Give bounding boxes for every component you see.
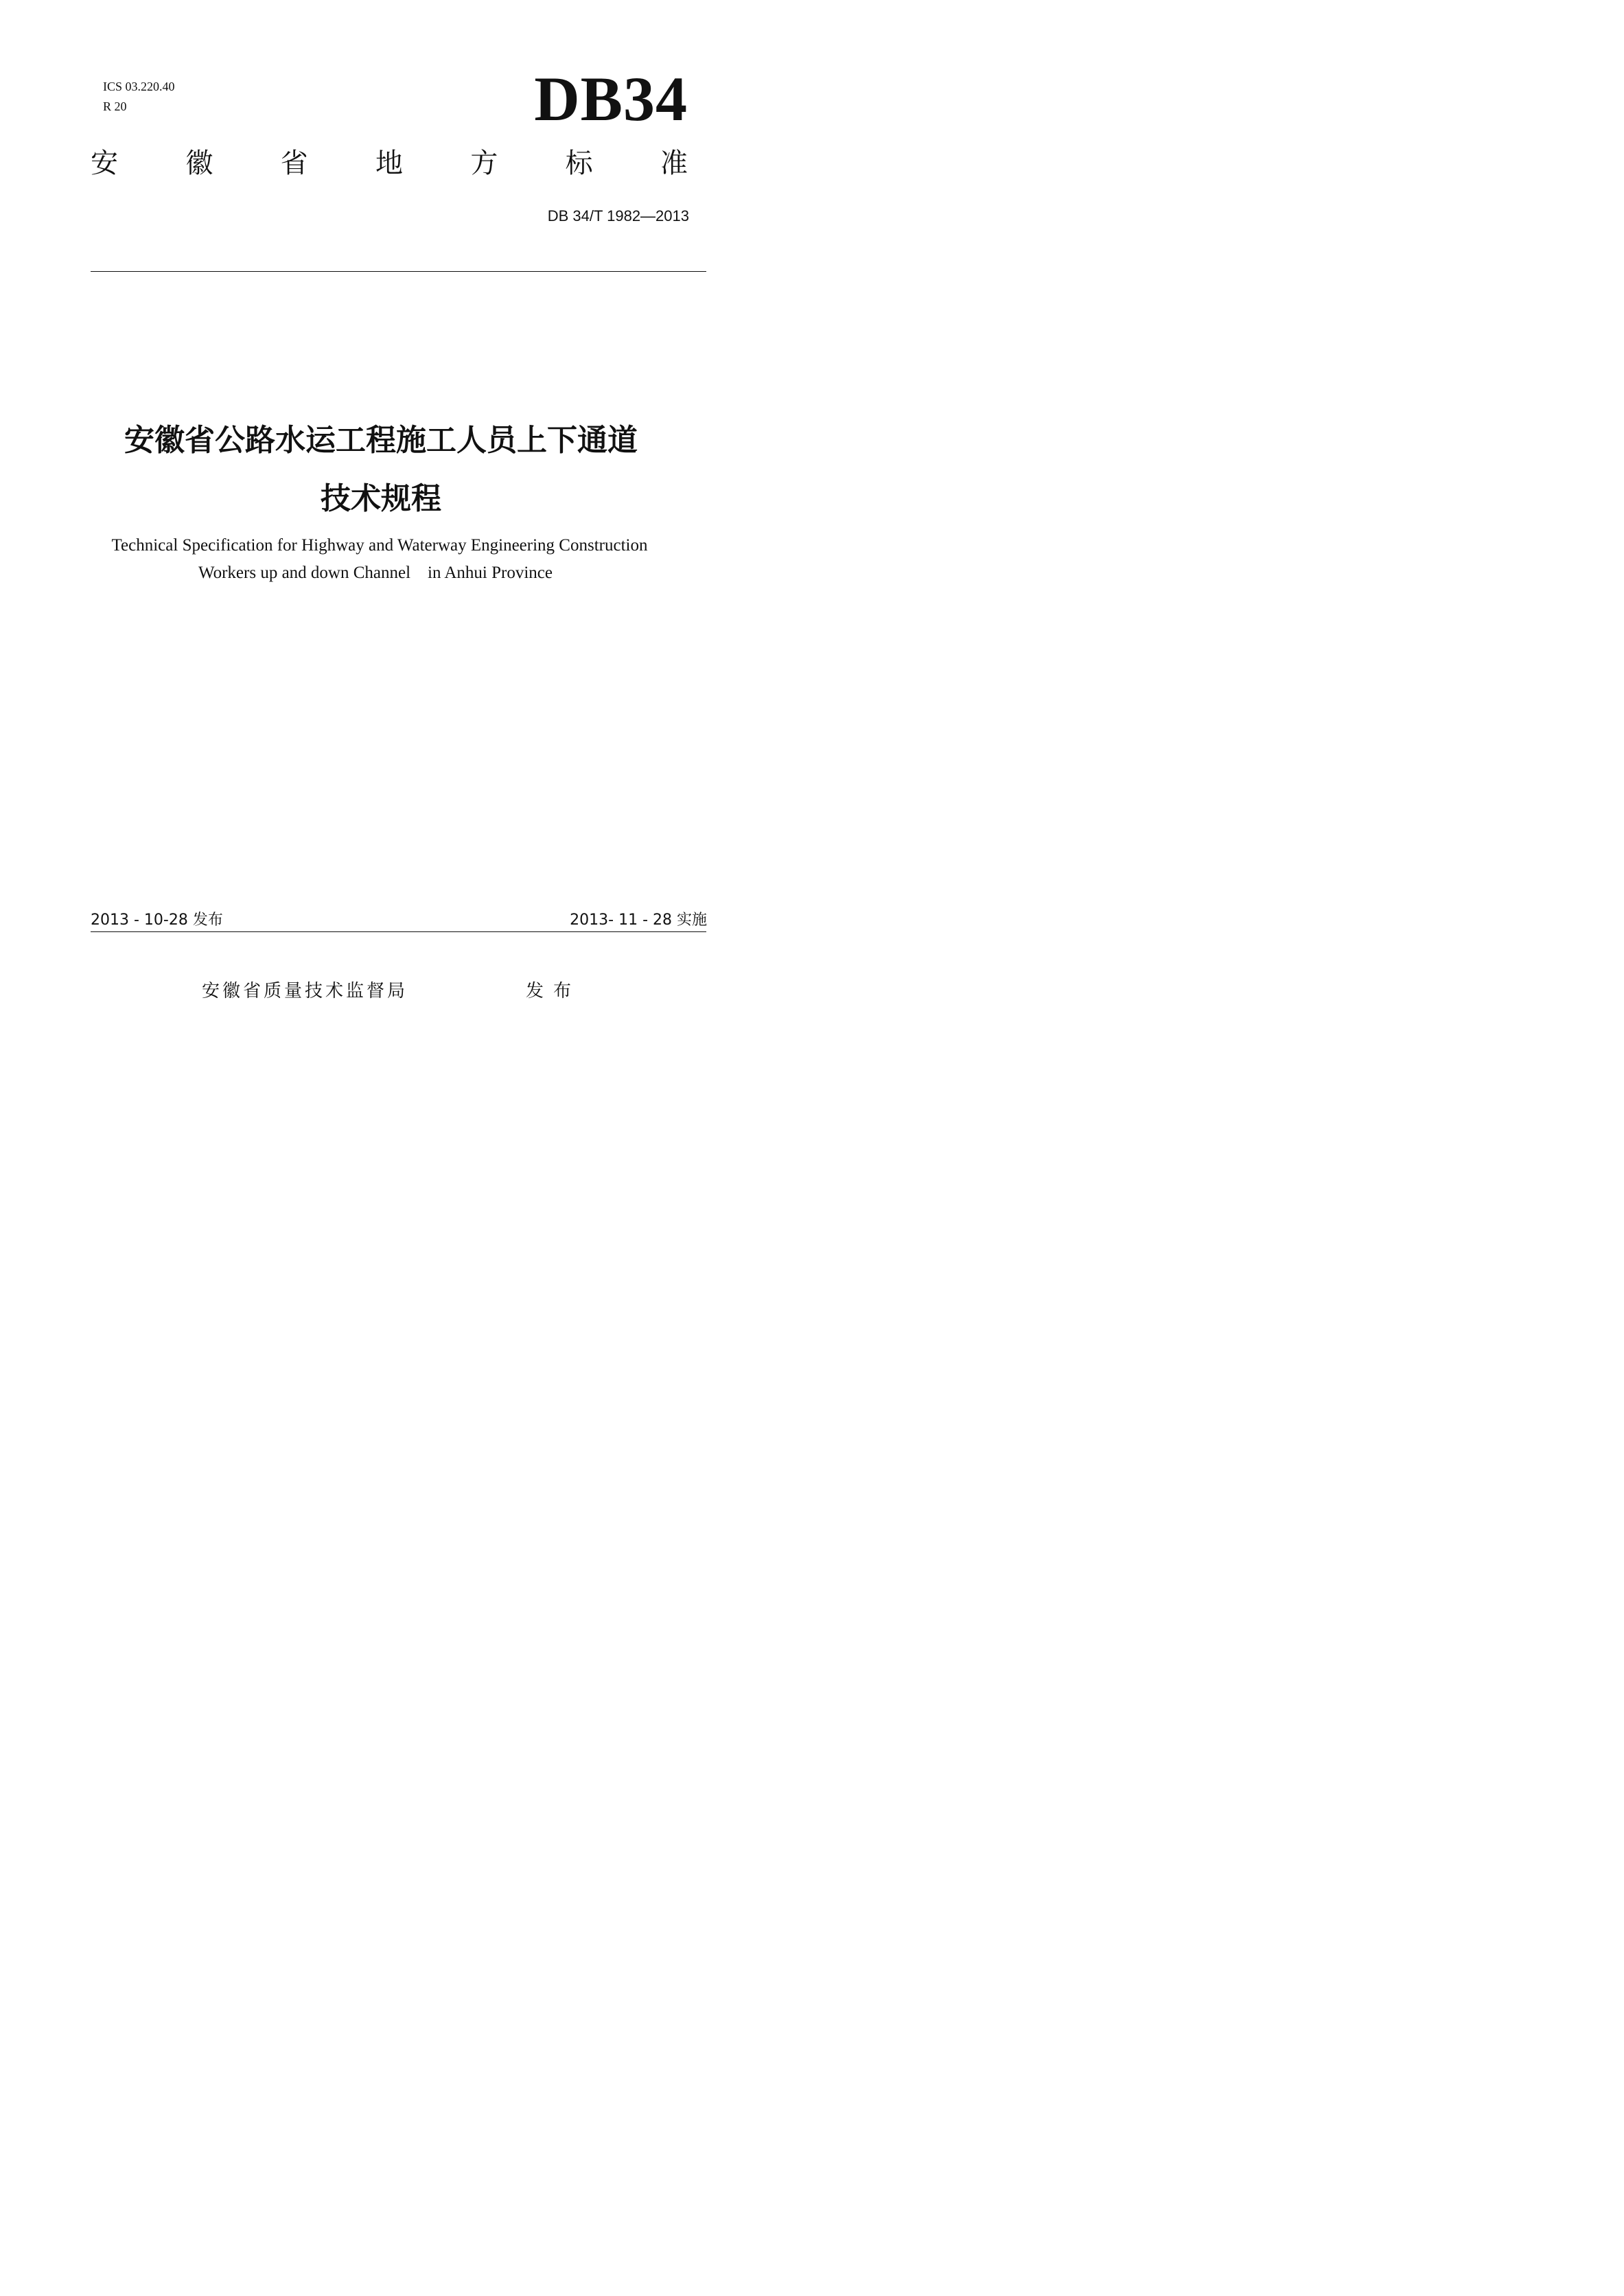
classification-code: R 20	[103, 100, 127, 113]
issue-label: 发布	[526, 981, 581, 1001]
standard-type-char: 标	[565, 148, 593, 179]
standard-type-char: 地	[375, 148, 403, 179]
db-code-logo: DB34	[534, 64, 688, 134]
issuing-authority: 安徽省质量技术监督局	[202, 981, 408, 1001]
ics-code: ICS 03.220.40	[103, 80, 175, 93]
standard-type-char: 准	[660, 148, 688, 179]
publish-date: 2013 - 10-28 发布	[91, 912, 223, 929]
standard-type-char: 方	[470, 148, 498, 179]
chinese-title-line-2: 技术规程	[321, 481, 441, 516]
chinese-title-line-1: 安徽省公路水运工程施工人员上下通道	[124, 423, 638, 458]
standard-type-heading	[91, 146, 688, 181]
english-title-line-1: Technical Specification for Highway and Waterway Engineering Construction	[111, 536, 648, 555]
standard-type-char: 安	[91, 148, 118, 179]
top-divider	[91, 271, 706, 272]
standard-type-char: 徽	[185, 148, 213, 179]
standard-cover-page	[0, 0, 755, 1068]
bottom-divider	[91, 931, 706, 932]
english-title-line-2: Workers up and down Channel in Anhui Province	[198, 564, 553, 582]
standard-number: DB 34/T 1982—2013	[547, 207, 689, 224]
standard-type-char: 省	[280, 148, 308, 179]
implementation-date: 2013- 11 - 28 实施	[570, 912, 707, 929]
